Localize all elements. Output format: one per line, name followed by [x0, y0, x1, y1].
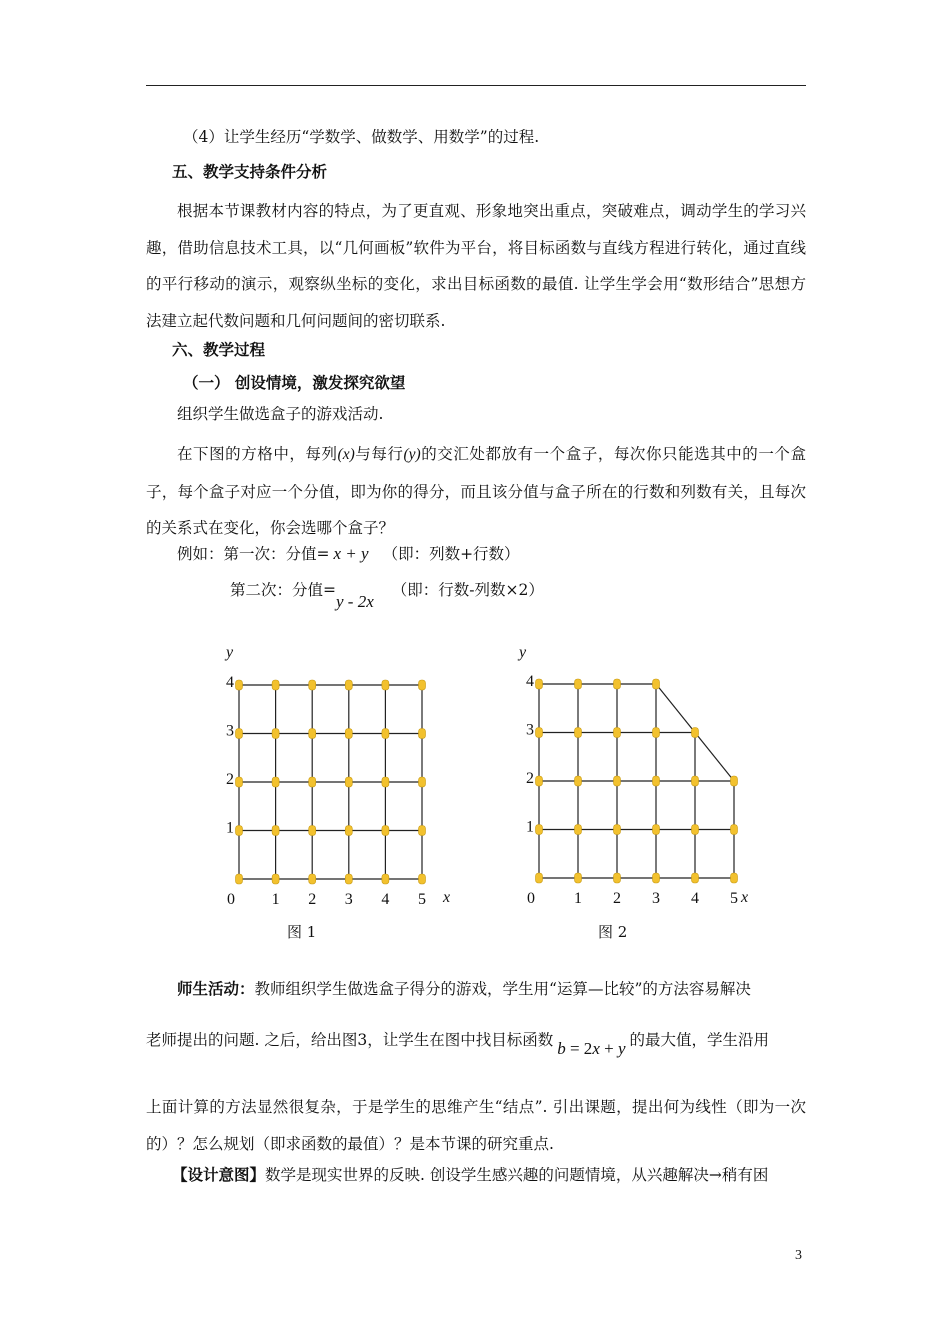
grid-para-part-a: 在下图的方格中，每列: [177, 445, 338, 463]
box-dot: [309, 874, 316, 884]
box-dot: [309, 777, 316, 787]
box-dot: [309, 826, 316, 836]
grid-description-paragraph: [146, 436, 806, 547]
example-2-line: [230, 580, 544, 611]
teacher-activity-line-2: [146, 1030, 770, 1058]
box-dot: [731, 776, 738, 786]
box-dot: [575, 776, 582, 786]
x-tick-label: 4: [381, 891, 390, 908]
box-dot: [731, 825, 738, 835]
box-dot: [272, 680, 279, 690]
box-dot: [536, 728, 543, 738]
example-2-label: 第二次：分值=: [230, 581, 336, 599]
box-dot: [345, 826, 352, 836]
teacher-activity-text-1: 教师组织学生做选盒子得分的游戏，学生用“运算—比较”的方法容易解决: [254, 980, 751, 998]
figure-2-y-axis-label: y: [519, 644, 527, 661]
box-dot: [692, 776, 699, 786]
box-dot: [575, 873, 582, 883]
figure-1-caption: 图 1: [287, 923, 317, 941]
box-dot: [272, 826, 279, 836]
design-intent-line: [172, 1165, 768, 1185]
page-number: 3: [795, 1248, 802, 1263]
box-dot: [236, 777, 243, 787]
box-dot: [653, 776, 660, 786]
box-dot: [575, 728, 582, 738]
box-dot: [382, 729, 389, 739]
figure-1-grid: [215, 638, 455, 918]
x-tick-label: 5: [418, 891, 426, 908]
box-dot: [309, 680, 316, 690]
item-4-text: （4）让学生经历“学数学、做数学、用数学”的过程.: [183, 128, 540, 146]
figure-1-x-axis-label: x: [443, 889, 451, 906]
box-dot: [614, 825, 621, 835]
grid-para-part-c: 的交汇处都放有一个盒子，每次你只能选其中的一个盒子，每个盒子对应一个分值，即为你的得分，而且该分值与盒子所在的行数和列数有关，且每次的关系式在变化，你会选哪个盒子？: [146, 445, 806, 537]
x-tick-label: 1: [574, 890, 582, 907]
x-tick-label: 3: [652, 890, 660, 907]
x-tick-label: 0: [527, 890, 535, 907]
box-dot: [236, 826, 243, 836]
figure-2-caption: 图 2: [598, 923, 628, 941]
boundary-line: [695, 733, 734, 782]
objective-function-formula: b = 2x + y: [557, 1039, 626, 1058]
box-dot: [419, 680, 426, 690]
box-dot: [692, 825, 699, 835]
example-2-note: （即：行数-列数×2）: [391, 581, 544, 599]
box-dot: [345, 729, 352, 739]
box-dot: [614, 776, 621, 786]
box-dot: [345, 680, 352, 690]
teacher-activity-label: 师生活动：: [177, 979, 255, 998]
box-dot: [575, 825, 582, 835]
box-dot: [536, 825, 543, 835]
example-1-note: （即：列数+行数）: [382, 545, 520, 563]
box-dot: [382, 680, 389, 690]
box-dot: [382, 826, 389, 836]
design-intent-text: 数学是现实世界的反映. 创设学生感兴趣的问题情境，从兴趣解决→稍有困: [265, 1166, 769, 1184]
box-dot: [272, 777, 279, 787]
y-tick-label: 2: [526, 770, 534, 787]
box-dot: [419, 826, 426, 836]
figure-1-y-axis-label: y: [226, 644, 234, 661]
box-dot: [536, 776, 543, 786]
x-tick-label: 3: [344, 891, 353, 908]
box-dot: [382, 874, 389, 884]
y-tick-label: 1: [226, 819, 234, 837]
box-dot: [536, 873, 543, 883]
box-dot: [236, 874, 243, 884]
subsection-1-title: （一） 创设情境，激发探究欲望: [183, 373, 406, 392]
box-dot: [653, 873, 660, 883]
x-tick-label: 0: [227, 891, 235, 908]
x-tick-label: 1: [271, 891, 280, 908]
box-dot: [382, 777, 389, 787]
figure-2-grid: [508, 638, 758, 918]
box-dot: [419, 874, 426, 884]
box-dot: [345, 777, 352, 787]
section-5-title: 五、教学支持条件分析: [172, 162, 328, 181]
box-dot: [692, 728, 699, 738]
example-1-line: [177, 544, 520, 564]
box-dot: [731, 873, 738, 883]
box-dot: [272, 874, 279, 884]
box-dot: [419, 729, 426, 739]
y-tick-label: 2: [226, 771, 234, 788]
box-dot: [536, 679, 543, 689]
box-dot: [692, 873, 699, 883]
example-1-formula: x + y: [333, 544, 369, 563]
x-tick-label: 2: [308, 891, 317, 908]
box-dot: [345, 874, 352, 884]
box-dot: [614, 728, 621, 738]
y-tick-label: 3: [526, 721, 534, 739]
box-dot: [614, 873, 621, 883]
section-5-paragraph: 根据本节课教材内容的特点，为了更直观、形象地突出重点，突破难点，调动学生的学习兴趣，借助信息技术工具，以“几何画板”软件为平台，将目标函数与直线方程进行转化，通过直线的平行移动的演示，观察纵坐标的变化，求出目标函数的最值. 让学生学会用“数形结合”思想方法建立起代数问题和几何问题间的密切联系.: [146, 202, 806, 330]
y-tick-label: 4: [226, 674, 234, 691]
box-dot: [653, 679, 660, 689]
teacher-activity-text-2b: 的最大值，学生沿用: [629, 1031, 770, 1049]
figure-2-x-axis-label: x: [741, 889, 749, 906]
box-dot: [653, 825, 660, 835]
example-1-label: 例如：第一次：分值=: [177, 545, 330, 563]
column-x-symbol: (x): [337, 446, 355, 463]
teacher-activity-paragraph-3: 上面计算的方法显然很复杂，于是学生的思维产生“结点”. 引出课题，提出何为线性（即为一次的）？怎么规划（即求函数的最值）？是本节课的研究重点.: [146, 1098, 806, 1153]
header-rule: [146, 85, 806, 86]
box-dot: [236, 729, 243, 739]
y-tick-label: 3: [226, 722, 234, 740]
box-dot: [272, 729, 279, 739]
box-dot: [419, 777, 426, 787]
teacher-activity-line-1: [177, 979, 751, 999]
box-dot: [309, 729, 316, 739]
design-intent-label: 【设计意图】: [172, 1165, 266, 1184]
y-tick-label: 1: [526, 818, 534, 836]
box-dot: [614, 679, 621, 689]
teacher-activity-text-2a: 老师提出的问题. 之后，给出图3，让学生在图中找目标函数: [146, 1031, 554, 1049]
grid-para-part-b: 与每行: [354, 445, 404, 463]
section-6-title: 六、教学过程: [172, 340, 266, 359]
example-2-formula: y - 2x: [336, 592, 374, 611]
row-y-symbol: (y): [403, 446, 421, 463]
x-tick-label: 2: [613, 890, 621, 907]
box-dot: [236, 680, 243, 690]
boundary-line: [656, 684, 695, 733]
box-dot: [575, 679, 582, 689]
box-dot: [653, 728, 660, 738]
x-tick-label: 4: [691, 890, 699, 907]
activity-text: 组织学生做选盒子的游戏活动.: [177, 405, 384, 423]
y-tick-label: 4: [526, 673, 534, 690]
x-tick-label: 5: [730, 890, 738, 907]
